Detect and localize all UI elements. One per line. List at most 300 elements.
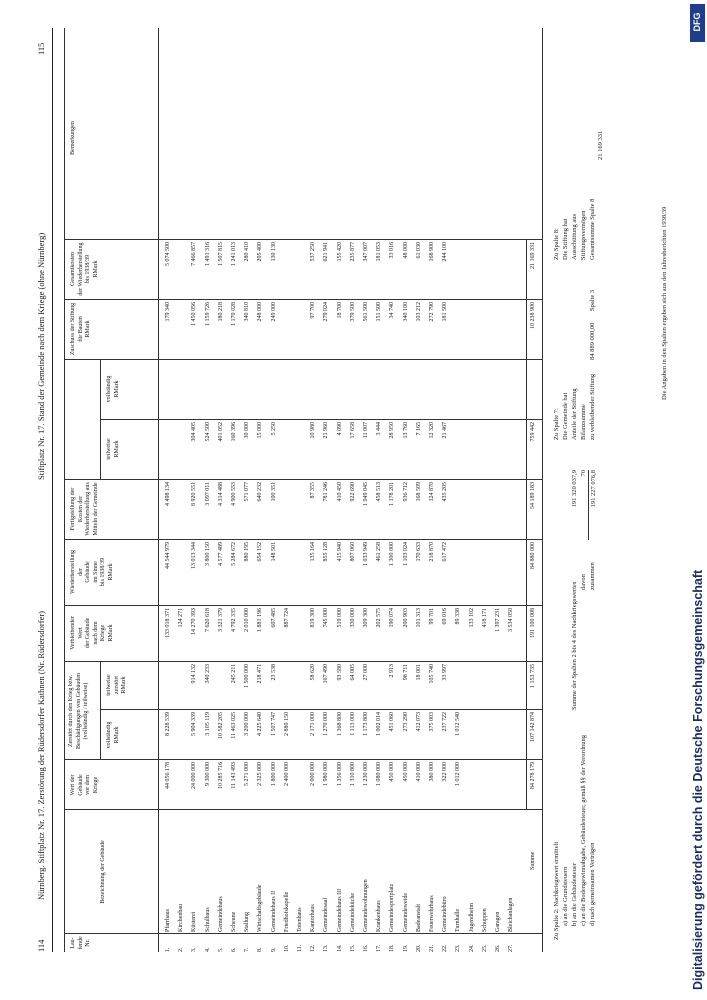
cell-v6 — [177, 482, 185, 538]
cell-v9: 347 007 — [363, 242, 369, 262]
cell-v6: 8 920 551 — [191, 482, 198, 506]
cell-v8: 180 218 — [217, 302, 224, 322]
cell-name: Schulhaus — [204, 907, 211, 932]
cell-v6 — [296, 482, 304, 538]
totals-v7: 759 442 — [530, 422, 536, 442]
cell-v9: 205 400 — [257, 242, 264, 262]
cell-v4: 887 724 — [283, 608, 290, 628]
cell-v8 — [494, 302, 502, 358]
cell-v5 — [454, 542, 462, 604]
cell-nr: 20. — [415, 944, 422, 952]
cell-v4: 99 701 — [429, 608, 435, 625]
header-col5a: teilweise RMark — [106, 438, 120, 460]
cell-v1: 5 271 000 — [244, 762, 251, 786]
cell-v7: 7 165 — [415, 422, 422, 436]
cell-nr: 22. — [442, 944, 449, 952]
cell-v5: 3 800 150 — [204, 542, 211, 566]
cell-v1: 1 310 800 — [349, 762, 356, 786]
cell-nr: 25. — [481, 944, 488, 952]
cell-name: Badeanstalt — [415, 904, 422, 932]
cell-nr: 23. — [455, 944, 462, 952]
cell-v2: 273 290 — [402, 712, 409, 732]
cell-name: Gemeindehaus — [217, 896, 224, 932]
cell-v4: 89 338 — [455, 608, 462, 625]
cell-v8: 103 212 — [415, 302, 422, 322]
cell-v8 — [507, 302, 515, 358]
cell-v4: 309 300 — [363, 608, 369, 628]
cell-v8: 179 340 — [165, 302, 171, 322]
cell-v4: 133 102 — [468, 608, 475, 628]
cell-v3: 18 001 — [415, 664, 422, 681]
cell-v7: 401 052 — [217, 422, 224, 442]
cell-name: Gemeindehaus II — [270, 890, 277, 932]
totals-v3: 1 153 735 — [530, 664, 536, 688]
cell-v1: 2 325 000 — [257, 762, 264, 786]
cell-v9 — [507, 242, 515, 298]
cell-v1 — [481, 762, 489, 808]
header-col8: Bemerkungen — [70, 121, 76, 155]
cell-v5: 1 300 000 — [389, 542, 396, 566]
cell-v2: 451 060 — [389, 712, 396, 732]
cell-v3: 33 997 — [442, 664, 449, 681]
cell-name: Jugendheim — [468, 903, 475, 932]
cell-v2 — [296, 712, 304, 758]
cell-v4: 190 074 — [389, 608, 396, 628]
cell-v6 — [454, 482, 462, 538]
cell-v5: 4 577 489 — [217, 542, 224, 566]
cell-v2 — [177, 712, 185, 758]
cell-v4: 607 485 — [270, 608, 277, 628]
footnote-left — [552, 735, 597, 940]
cell-name: Schuppen — [481, 908, 488, 932]
header-col2a: vollständig RMark — [106, 721, 120, 749]
cell-name: Garagen — [495, 911, 501, 932]
cell-v7 — [164, 422, 172, 478]
cell-v7: 28 950 — [389, 422, 396, 439]
cell-v3 — [164, 664, 172, 708]
cell-v1: 380 000 — [429, 762, 435, 782]
cell-v8: 1 450 056 — [191, 302, 198, 326]
cell-v7: 4 090 — [336, 422, 343, 436]
cell-v8: 272 790 — [429, 302, 435, 322]
footnote-line: Zu Spalte 8: — [553, 228, 560, 260]
cell-name: Gemeindeküche — [349, 893, 356, 932]
cell-nr: 9. — [270, 947, 277, 952]
cell-v2: 3 105 119 — [204, 712, 211, 736]
cell-v2: 237 722 — [442, 712, 449, 732]
header-col2b: teilweise zerstört RMark — [106, 674, 127, 696]
cell-v9: 1 241 013 — [231, 242, 237, 266]
footnote-line: Ausschüttung aus — [571, 213, 578, 260]
cell-v5: 218 870 — [429, 542, 435, 562]
cell-v2: 4 225 640 — [257, 712, 264, 736]
cell-v5 — [177, 542, 185, 604]
cell-v4: 4 792 335 — [231, 608, 237, 632]
cell-v3: 105 740 — [429, 664, 435, 684]
cell-nr: 27. — [508, 944, 515, 952]
cell-nr: 16. — [363, 944, 369, 952]
cell-v4: 124 271 — [178, 608, 185, 628]
footnote-line: Die Gemeinde hat — [562, 392, 569, 440]
footnote-value: Spalte 3 — [589, 289, 596, 311]
cell-v6: 4 900 553 — [231, 482, 237, 506]
cell-v6 — [283, 482, 291, 538]
cell-name: Stallung — [244, 911, 251, 932]
col-divider — [64, 759, 542, 760]
cell-v1: 1 080 000 — [376, 762, 383, 786]
cell-v3: 98 711 — [402, 664, 409, 681]
cell-v1: 44 056 178 — [165, 762, 171, 789]
cell-v2: 1 002 014 — [376, 712, 383, 736]
cell-v4: 1 881 196 — [257, 608, 264, 632]
cell-name: Gemeindebüro — [442, 896, 449, 932]
cell-v6: 1 049 045 — [363, 482, 369, 506]
cell-v9 — [296, 242, 304, 298]
cell-nr: 2. — [178, 947, 185, 952]
cell-v8: 18 700 — [336, 302, 343, 319]
cell-nr: 17. — [376, 944, 383, 952]
cell-v4: 14 270 393 — [191, 608, 198, 635]
cell-v8: 379 500 — [349, 302, 356, 322]
cell-name: Gemeindewohnungen — [363, 879, 369, 932]
cell-v5: 13 013 344 — [191, 542, 198, 569]
cell-v9 — [494, 242, 502, 298]
cell-v5: 461 258 — [376, 542, 383, 562]
cell-v8: 34 740 — [389, 302, 396, 319]
header-col7: Gesamtkosten der Wiederherstellung bis 1938/39 RMark — [70, 242, 99, 296]
cell-v9: 33 016 — [389, 242, 396, 259]
cell-name: Kantorhaus — [310, 904, 317, 932]
right-page-header: Stiftplatz Nr. 17. Stand der Gemeinde nach dem Kriege (ohne Nürnberg) — [36, 232, 46, 480]
cell-v5: 415 940 — [336, 542, 343, 562]
cell-v3: 245 211 — [231, 664, 237, 684]
cell-v6: 4 498 134 — [165, 482, 171, 506]
cell-v4 — [296, 608, 304, 660]
cell-v6: 168 509 — [415, 482, 422, 502]
cell-v1: 322 000 — [442, 762, 449, 782]
cell-v3 — [177, 664, 185, 708]
cell-v6: 571 077 — [244, 482, 251, 502]
cell-v8: 1 159 726 — [204, 302, 211, 326]
cell-v9 — [283, 242, 291, 298]
cell-nr: 10. — [283, 944, 290, 952]
cell-v9 — [468, 242, 476, 298]
cell-v1 — [296, 762, 304, 808]
totals-v4: 191 100 008 — [530, 608, 536, 638]
footnote-line: davon — [580, 574, 587, 590]
cell-nr: 8. — [257, 947, 264, 952]
cell-v7: 160 396 — [231, 422, 237, 442]
cell-v3: 1 500 000 — [244, 664, 251, 688]
cell-v7: 21 960 — [323, 422, 330, 439]
dfg-banner — [686, 0, 707, 1000]
cell-v9: 1 491 316 — [204, 242, 211, 266]
cell-v3: 23 538 — [270, 664, 277, 681]
cell-v7 — [177, 422, 185, 478]
cell-name: Totenhaus — [297, 907, 303, 932]
cell-v4: 200 903 — [402, 608, 409, 628]
cell-v7 — [507, 422, 515, 478]
cell-v6 — [481, 482, 489, 538]
cell-name: Bleichanlagen — [508, 897, 515, 932]
cell-v1: 9 300 000 — [204, 762, 211, 786]
cell-v4: 418 171 — [481, 608, 488, 628]
cell-v8 — [454, 302, 462, 358]
footnote-center-values — [570, 470, 598, 540]
cell-v1: 1 980 000 — [323, 762, 330, 786]
table-head-line — [158, 28, 159, 952]
totals-line — [526, 240, 527, 810]
cell-nr: 3. — [191, 947, 198, 952]
totals-v5: 84 880 000 — [530, 542, 536, 569]
cell-v5 — [283, 542, 291, 604]
cell-v7 — [468, 422, 476, 478]
footnote-value: 191 320 037,9 — [571, 470, 578, 508]
cell-v5: 135 164 — [310, 542, 317, 562]
rotated-table-sheet — [30, 20, 690, 960]
cell-v8: 97 700 — [310, 302, 317, 319]
cell-v2: 1 173 800 — [363, 712, 369, 736]
dfg-logo — [690, 4, 705, 42]
cell-v7 — [481, 422, 489, 478]
table-bottom-line — [542, 28, 543, 952]
bottom-note: Die Angaben in den Spalten ergeben sich aus den Jahresberichten 1938/39 — [661, 206, 668, 400]
cell-v4: 133 018 371 — [165, 608, 171, 638]
cell-v1: 2 000 000 — [310, 762, 317, 786]
footnote-line: Die Stiftung hat — [562, 218, 569, 260]
cell-v3: 167 490 — [323, 664, 330, 684]
cell-v1: 1 230 000 — [363, 762, 369, 786]
cell-v9: 235 877 — [349, 242, 356, 262]
cell-v5: 1 033 949 — [363, 542, 369, 566]
cell-v1 — [494, 762, 502, 808]
cell-v8 — [481, 302, 489, 358]
cell-v7: 3 444 — [376, 422, 383, 436]
cell-v4: 69 016 — [442, 608, 449, 625]
cell-v6: 458 513 — [376, 482, 383, 502]
col-divider — [64, 809, 542, 810]
cell-name: Gemeindeweide — [402, 893, 409, 932]
cell-v7: 21 467 — [442, 422, 449, 439]
cell-v8: 340 100 — [402, 302, 409, 322]
footnote-line: Bilanzsumme — [580, 404, 587, 440]
cell-v2: 1 368 800 — [336, 712, 343, 736]
cell-v6 — [494, 482, 502, 538]
footnote-line: Zu Spalte 2: Nachkriegswert ermittelt — [553, 841, 560, 940]
footnote-value: 70 — [580, 470, 587, 477]
footnote-line: d) nach gemeinsamen Verträgen — [589, 842, 596, 926]
cell-v6: 781 246 — [323, 482, 330, 502]
cell-v5: 5 284 672 — [231, 542, 237, 566]
cell-v8 — [177, 302, 185, 358]
cell-v9: 181 053 — [376, 242, 383, 262]
page-number-right: 115 — [36, 42, 46, 55]
totals-v2: 107 142 874 — [530, 712, 536, 742]
cell-v3: 93 580 — [336, 664, 343, 681]
cell-v8 — [468, 302, 476, 358]
cell-v6: 435 205 — [442, 482, 449, 502]
cell-v1: 11 143 493 — [231, 762, 237, 789]
cell-v9: 168 900 — [429, 242, 435, 262]
footnote-line: Summe der Spalten 2 bis 4 des Nachkriegswertes — [571, 581, 578, 710]
cell-nr: 7. — [244, 947, 251, 952]
footnote-mid-values — [588, 290, 597, 360]
cell-v4: 7 620 618 — [204, 608, 211, 632]
cell-nr: 26. — [495, 944, 501, 952]
cell-v3 — [283, 664, 291, 708]
cell-name: Krankenhaus — [376, 900, 383, 932]
cell-nr: 5. — [217, 947, 224, 952]
cell-v8 — [283, 302, 291, 358]
cell-name: Küsterei — [191, 911, 198, 932]
totals-v1: 84 278 179 — [530, 762, 536, 789]
cell-v8: 340 810 — [244, 302, 251, 322]
header-col3: Verbleibender Wert der Gebäude nach dem Kriege RMark — [70, 616, 114, 650]
header-nr: Lau- fende Nr. — [70, 936, 91, 950]
footnote-mid — [552, 374, 597, 440]
cell-v3: 914 132 — [191, 664, 198, 684]
cell-nr: 6. — [231, 947, 237, 952]
cell-v8: 181 500 — [442, 302, 449, 322]
cell-v2: 5 904 339 — [191, 712, 198, 736]
cell-nr: 4. — [204, 947, 211, 952]
cell-v1: 1 356 000 — [336, 762, 343, 786]
header-col6: Zuschuss der Stiftung für Bauten RMark — [70, 302, 91, 356]
cell-v4: 519 000 — [336, 608, 343, 628]
cell-v2: 3 200 000 — [244, 712, 251, 736]
left-page-header: Nürnberg. Stiftplatz Nr. 17. Zerstörung der Rüdersdorfer Kathnen (Nr. Rüdersdorfer) — [36, 611, 46, 900]
footnote-line: b) an die Gebäudesteuer — [571, 863, 578, 926]
cell-v8: 249 000 — [270, 302, 277, 322]
cell-v8: 151 500 — [376, 302, 383, 322]
header-col2: Zerstört durch den Krieg bzw. Beschädigungen von Gebäuden (vollständig / teilweise) — [68, 673, 89, 749]
cell-v4: 330 000 — [349, 608, 356, 628]
cell-v3: 64 005 — [349, 664, 356, 681]
cell-v3: 27 000 — [363, 664, 369, 681]
cell-v9: 537 250 — [310, 242, 317, 262]
cell-v2: 412 073 — [415, 712, 422, 732]
cell-v5: 855 128 — [323, 542, 330, 562]
cell-v6: 100 351 — [270, 482, 277, 502]
cell-v9: 280 410 — [244, 242, 251, 262]
cell-v3: 2 913 — [389, 664, 396, 678]
cell-v1 — [507, 762, 515, 808]
cell-name: Wirtschaftsgebäude — [257, 884, 264, 932]
cell-name: Gemeindesaal — [323, 898, 330, 932]
cell-v2: 2 171 000 — [310, 712, 317, 736]
header-name: Bezeichnung der Gebäude — [100, 840, 106, 904]
cell-nr: 15. — [349, 944, 356, 952]
cell-v4: 3 534 050 — [508, 608, 515, 632]
footnote-line: Anteile der Stiftung — [571, 388, 578, 440]
cell-v3 — [468, 664, 476, 708]
cell-v7: 5 250 — [270, 422, 277, 436]
cell-nr: 19. — [402, 944, 409, 952]
cell-v7 — [454, 422, 462, 478]
cell-nr: 18. — [389, 944, 396, 952]
cell-v2: 1 507 747 — [270, 712, 277, 736]
cell-name: Kirchenbau — [178, 904, 185, 932]
cell-v5: 148 501 — [270, 542, 277, 562]
cell-v4: 2 010 000 — [244, 608, 251, 632]
cell-v9: 61 030 — [415, 242, 422, 259]
cell-v9: 48 000 — [402, 242, 409, 259]
cell-v5 — [494, 542, 502, 604]
cell-v4: 101 313 — [415, 608, 422, 628]
footnote-right-value: 21 169 331 — [597, 130, 604, 160]
header-col5b: vollständig RMark — [106, 375, 120, 403]
cell-name: Gemeindesportplatz — [389, 883, 396, 932]
cell-v9: 1 507 815 — [217, 242, 224, 266]
cell-name: Pfarrhaus — [165, 909, 171, 932]
cell-v1 — [468, 762, 476, 808]
cell-v8: 248 000 — [257, 302, 264, 322]
cell-v3 — [296, 664, 304, 708]
cell-v5 — [481, 542, 489, 604]
cell-v6: 4 314 488 — [217, 482, 224, 506]
cell-v2 — [507, 712, 515, 758]
cell-v1 — [177, 762, 185, 808]
cell-v1: 10 285 716 — [217, 762, 224, 789]
cell-v4: 745 000 — [323, 608, 330, 628]
cell-v1: 410 000 — [415, 762, 422, 782]
cell-v5 — [507, 542, 515, 604]
cell-v8: 279 024 — [323, 302, 330, 322]
cell-v3: 58 620 — [310, 664, 317, 681]
col-divider — [100, 419, 542, 420]
subhead-line — [100, 360, 101, 480]
cell-v5: 617 472 — [442, 542, 449, 562]
cell-v6: 410 450 — [336, 482, 343, 502]
footnote-value: 191 227 076,8 — [588, 470, 598, 540]
totals-v8: 10 238 900 — [530, 302, 536, 329]
cell-v8: 561 500 — [363, 302, 369, 322]
cell-v1: 24 000 000 — [191, 762, 198, 789]
cell-v3: 218 471 — [257, 664, 264, 684]
footnote-center — [570, 562, 597, 710]
footnote-line: Zu Spalte 7: — [553, 408, 560, 440]
cell-v5 — [296, 542, 304, 604]
header-rule — [52, 28, 53, 952]
cell-v6: 3 097 011 — [204, 482, 211, 506]
cell-v2: 2 880 150 — [283, 712, 290, 736]
cell-v9: 130 130 — [270, 242, 277, 262]
totals-v6: 54 189 183 — [530, 482, 536, 509]
cell-v2: 1 270 000 — [323, 712, 330, 736]
footnote-line: zu verbleibender Stiftung — [589, 373, 596, 440]
cell-v2: 375 003 — [429, 712, 435, 732]
cell-v2: 8 228 539 — [165, 712, 171, 736]
cell-v4: 202 575 — [376, 608, 383, 628]
subhead-line — [100, 662, 101, 760]
cell-v9: 244 100 — [442, 242, 449, 262]
footnote-right — [552, 199, 597, 260]
cell-v7: 30 000 — [244, 422, 251, 439]
cell-v3 — [481, 664, 489, 708]
cell-v1: 2 400 000 — [283, 762, 290, 786]
cell-v6: 124 870 — [429, 482, 435, 502]
header-col4: Wiederherstellung der Gebäude im Sinne bis 1938/39 RMark — [70, 549, 114, 595]
dfg-logo-text: DFG — [692, 12, 702, 32]
cell-v7: 15 000 — [257, 422, 264, 439]
cell-v1: 450 000 — [389, 762, 396, 782]
cell-v3 — [507, 664, 515, 708]
cell-v5: 170 633 — [415, 542, 422, 562]
cell-v7: 10 980 — [310, 422, 317, 439]
footnote-value: 84 889 000,00 — [589, 322, 596, 360]
cell-name: Friedhofskapelle — [283, 891, 290, 932]
totals-v9: 21 169 331 — [530, 242, 536, 269]
